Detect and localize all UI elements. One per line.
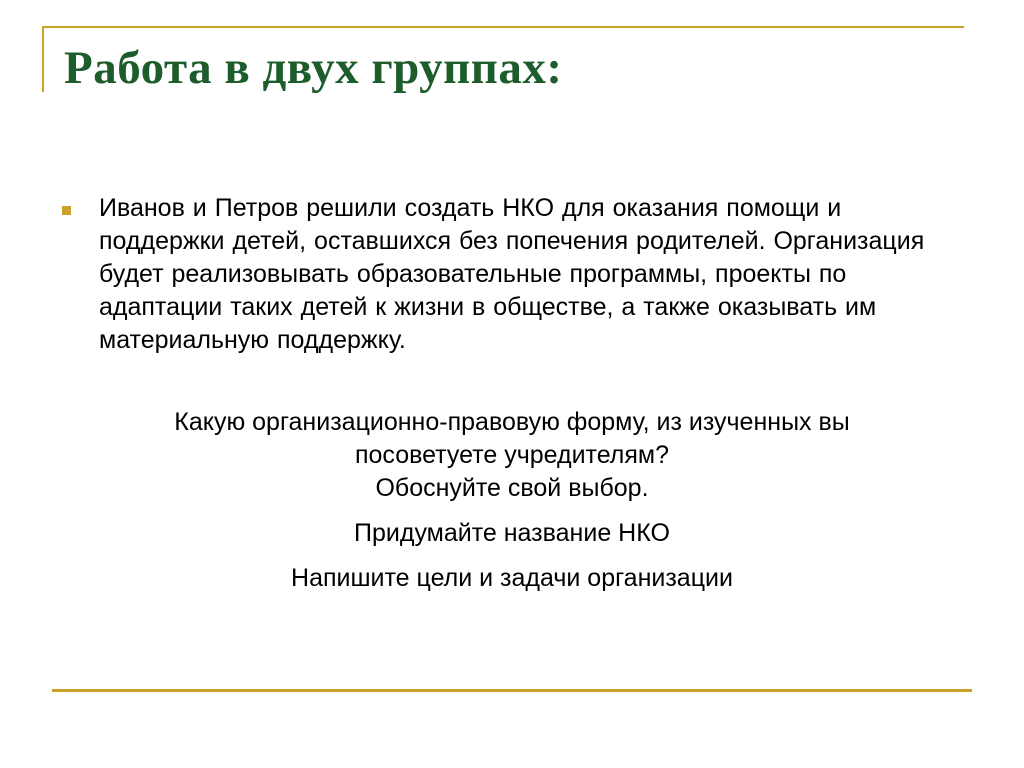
task-list: [100, 406, 924, 595]
left-divider: [42, 26, 44, 92]
square-bullet-icon: [62, 206, 71, 215]
task-justify: Обоснуйте свой выбор.: [375, 474, 649, 502]
slide-title: Работа в двух группах:: [64, 42, 563, 94]
bottom-divider: [52, 689, 972, 692]
task-goals: Напишите цели и задачи организации: [291, 564, 733, 592]
bullet-item: [62, 192, 942, 357]
task-question: Какую организационно-правовую форму, из изученных вы посоветуете учредителям?: [174, 408, 850, 469]
top-divider: [42, 26, 964, 28]
bullet-text: Иванов и Петров решили создать НКО для оказания помощи и поддержки детей, оставшихся без попечения родителей. Организация будет реализовывать образовательные программы, проекты по адаптации таких детей к жизни в обществе, а также оказывать им материальную поддержку.: [99, 194, 925, 354]
task-name: Придумайте название НКО: [354, 519, 670, 547]
